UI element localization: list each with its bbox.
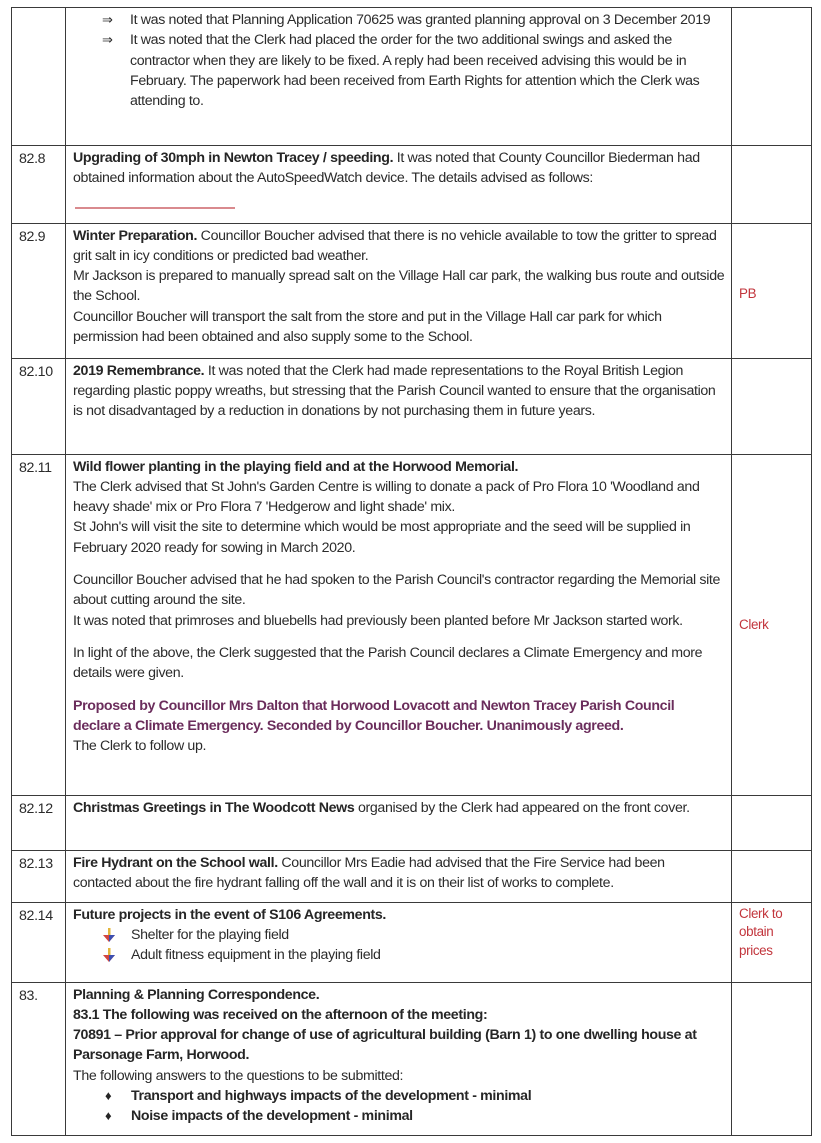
- minutes-row: [12, 902, 812, 982]
- item-number: 83.: [12, 982, 66, 1135]
- action-cell: [732, 358, 812, 454]
- item-number: 82.14: [12, 902, 66, 982]
- item-body: [66, 146, 732, 224]
- item-heading: Christmas Greetings in The Woodcott News: [73, 799, 355, 816]
- item-body: [66, 902, 732, 982]
- list-item: [101, 925, 725, 945]
- item-text: Councillor Boucher advised that there is no vehicle available to tow the gritter to spread grit salt in icy conditions or predicted bad weather.: [73, 227, 717, 264]
- diamond-bullet-icon: ♦: [105, 1108, 112, 1124]
- item-heading: Planning & Planning Correspondence.: [73, 986, 320, 1003]
- item-text: It was noted that County Councillor Biederman had obtained information about the AutoSpeedWatch device. The details advised as follows:: [73, 150, 700, 187]
- item-text: It was noted that the Clerk had made representations to the Royal British Legion regarding plastic poppy wreaths, but stressing that the Parish Council wanted to ensure that the organisation is not disadvantaged by a reduction in donations by not purchasing them in future years.: [73, 362, 716, 420]
- item-paragraph: In light of the above, the Clerk suggested that the Parish Council declares a Climate Emergency and more details were given.: [73, 644, 703, 682]
- list-item-text: It was noted that Planning Application 70625 was granted planning approval on 3 December 2019: [130, 12, 711, 28]
- arrow-list: [73, 10, 725, 111]
- item-number: 82.12: [12, 795, 66, 850]
- item-paragraph: St John's will visit the site to determine which would be most appropriate and the seed will be supplied in February 2020 ready for sowing in March 2020.: [73, 519, 691, 556]
- item-body: [66, 850, 732, 902]
- item-number: [12, 8, 66, 146]
- item-number: 82.10: [12, 358, 66, 454]
- item-paragraph: Councillor Boucher advised that he had spoken to the Parish Council's contractor regarding the Memorial site about cutting around the site.: [73, 572, 721, 609]
- item-heading: 2019 Remembrance.: [73, 362, 205, 379]
- project-list: [73, 925, 725, 966]
- item-paragraph: The Clerk advised that St John's Garden Centre is willing to donate a pack of Pro Flora 10 'Woodland and heavy shade' mix or Pro Flora 7 'Hedgerow and light shade' mix.: [73, 478, 700, 516]
- action-cell: PB: [732, 223, 812, 358]
- item-body: [66, 358, 732, 454]
- double-arrow-right-icon: ⇒: [102, 12, 113, 27]
- item-number: 82.8: [12, 146, 66, 224]
- item-heading: Upgrading of 30mph in Newton Tracey / speeding.: [73, 150, 394, 166]
- diamond-bullet-icon: ♦: [105, 1088, 112, 1104]
- action-cell: [732, 982, 812, 1135]
- action-cell: [732, 146, 812, 224]
- item-heading: Wild flower planting in the playing field and at the Horwood Memorial.: [73, 458, 519, 475]
- action-cell: Clerk: [732, 454, 812, 795]
- list-item-text: Transport and highways impacts of the development - minimal: [131, 1088, 532, 1105]
- item-body: [66, 8, 732, 146]
- item-number: 82.9: [12, 223, 66, 358]
- minutes-row: [12, 982, 812, 1135]
- item-body: [66, 454, 732, 795]
- item-body: [66, 982, 732, 1135]
- resolution-text: Proposed by Councillor Mrs Dalton that Horwood Lovacott and Newton Tracey Parish Council declare a Climate Emergency. Seconded by Councillor Boucher. Unanimously agreed.: [73, 697, 675, 734]
- item-paragraph: Councillor Boucher will transport the salt from the store and put in the Village Hall car park for which permission had been obtained and also supply some to the School.: [73, 308, 662, 346]
- minutes-row: [12, 8, 812, 146]
- minutes-row: [12, 146, 812, 224]
- action-cell: [732, 795, 812, 850]
- planning-application: 70891 – Prior approval for change of use of agricultural building (Barn 1) to one dwelling house at Parsonage Farm, Horwood.: [73, 1027, 697, 1064]
- item-paragraph: It was noted that primroses and bluebells had previously been planted before Mr Jackson started work.: [73, 612, 683, 629]
- down-arrow-bullet-icon: [101, 927, 117, 943]
- item-body: [66, 223, 732, 358]
- list-item-text: Adult fitness equipment in the playing field: [131, 947, 381, 964]
- item-heading: Fire Hydrant on the School wall.: [73, 854, 278, 871]
- answers-list: [73, 1086, 725, 1127]
- down-arrow-bullet-icon: [101, 947, 117, 963]
- item-body: [66, 795, 732, 850]
- item-heading: Winter Preparation.: [73, 227, 198, 244]
- minutes-row: [12, 454, 812, 795]
- list-item: [103, 1086, 725, 1106]
- minutes-row: [12, 795, 812, 850]
- list-item: [103, 1106, 725, 1126]
- item-heading: Future projects in the event of S106 Agreements.: [73, 906, 387, 923]
- item-paragraph: Mr Jackson is prepared to manually spread salt on the Village Hall car park, the walking bus route and outside the School.: [73, 268, 725, 305]
- item-subheading: 83.1 The following was received on the afternoon of the meeting:: [73, 1006, 488, 1023]
- item-text: organised by the Clerk had appeared on the front cover.: [354, 799, 690, 816]
- list-item-text: Noise impacts of the development - minimal: [131, 1108, 413, 1125]
- double-arrow-right-icon: ⇒: [102, 32, 113, 48]
- action-cell: Clerk to obtain prices: [732, 902, 812, 982]
- action-cell: [732, 850, 812, 902]
- item-text: The following answers to the questions to be submitted:: [73, 1067, 404, 1084]
- list-item-text: It was noted that the Clerk had placed the order for the two additional swings and asked the contractor when they are likely to be fixed. A reply had been received advising this would be in February. The paperwork had been received from Earth Rights for attention which the Clerk was attending to.: [130, 32, 700, 110]
- placeholder-rule: [75, 207, 235, 209]
- item-number: 82.13: [12, 850, 66, 902]
- list-item: [102, 30, 725, 111]
- action-cell: [732, 8, 812, 146]
- list-item-text: Shelter for the playing field: [131, 926, 289, 943]
- item-paragraph: The Clerk to follow up.: [73, 738, 207, 755]
- minutes-row: [12, 358, 812, 454]
- list-item: [102, 10, 725, 30]
- minutes-row: [12, 223, 812, 358]
- minutes-table: [11, 7, 812, 1136]
- item-number: 82.11: [12, 454, 66, 795]
- list-item: [101, 945, 725, 965]
- minutes-row: [12, 850, 812, 902]
- item-text: Councillor Mrs Eadie had advised that the Fire Service had been contacted about the fire hydrant falling off the wall and it is on their list of works to complete.: [73, 854, 665, 891]
